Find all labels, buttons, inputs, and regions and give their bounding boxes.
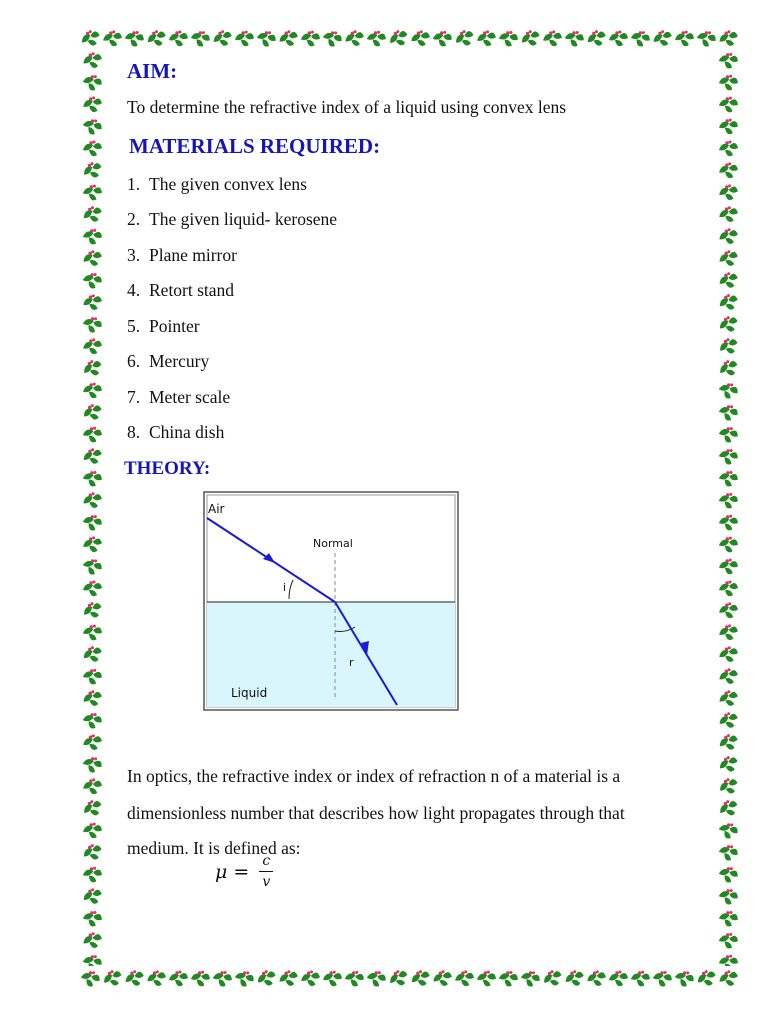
holly-border-top bbox=[78, 24, 742, 52]
formula-fraction bbox=[259, 853, 273, 890]
formula-numerator: c bbox=[262, 853, 271, 869]
list-item bbox=[127, 351, 209, 372]
holly-sprig-icon bbox=[278, 969, 299, 988]
holly-sprig-icon bbox=[255, 968, 278, 988]
holly-sprig-icon bbox=[146, 969, 167, 987]
holly-sprig-icon bbox=[585, 28, 607, 48]
holly-sprig-icon bbox=[145, 28, 167, 48]
holly-sprig-icon bbox=[718, 514, 739, 532]
holly-sprig-icon bbox=[82, 536, 102, 553]
aim-text: To determine the refractive index of a liquid using convex lens bbox=[127, 97, 567, 117]
list-item-label: China dish bbox=[149, 422, 225, 442]
list-item bbox=[127, 174, 307, 195]
holly-sprig-icon bbox=[83, 778, 103, 794]
holly-sprig-icon bbox=[82, 96, 102, 113]
holly-sprig-icon bbox=[719, 602, 739, 618]
holly-sprig-icon bbox=[432, 29, 453, 47]
theory-text-line: In optics, the refractive index or index of refraction n of a material is a bbox=[127, 765, 621, 786]
holly-sprig-icon bbox=[233, 968, 256, 989]
theory-text-line: medium. It is defined as: bbox=[127, 837, 301, 858]
holly-sprig-icon bbox=[235, 30, 255, 46]
holly-sprig-icon bbox=[82, 909, 103, 928]
holly-sprig-icon bbox=[82, 733, 103, 751]
holly-sprig-icon bbox=[718, 711, 740, 730]
list-item-number: 1. bbox=[127, 174, 141, 194]
holly-sprig-icon bbox=[718, 249, 739, 268]
holly-border-right bbox=[714, 48, 742, 966]
holly-sprig-icon bbox=[718, 96, 738, 113]
holly-sprig-icon bbox=[453, 28, 476, 49]
holly-sprig-icon bbox=[717, 447, 739, 466]
list-item bbox=[127, 209, 337, 230]
normal-label: Normal bbox=[313, 537, 353, 550]
holly-sprig-icon bbox=[718, 74, 739, 92]
refractive-index-formula bbox=[215, 853, 273, 890]
holly-sprig-icon bbox=[718, 624, 738, 641]
holly-sprig-icon bbox=[82, 184, 102, 201]
holly-sprig-icon bbox=[82, 447, 104, 466]
holly-sprig-icon bbox=[717, 402, 740, 422]
holly-sprig-icon bbox=[83, 581, 102, 597]
holly-sprig-icon bbox=[519, 968, 542, 988]
holly-sprig-icon bbox=[300, 30, 320, 47]
refraction-diagram bbox=[203, 491, 459, 711]
holly-sprig-icon bbox=[717, 314, 740, 334]
holly-sprig-icon bbox=[81, 271, 103, 290]
holly-sprig-icon bbox=[387, 28, 410, 49]
holly-sprig-icon bbox=[455, 970, 475, 986]
holly-sprig-icon bbox=[82, 469, 103, 488]
list-item-label: The given liquid- kerosene bbox=[149, 209, 338, 229]
holly-sprig-icon bbox=[82, 931, 103, 949]
holly-sprig-icon bbox=[498, 969, 519, 988]
holly-sprig-icon bbox=[717, 842, 740, 862]
holly-sprig-icon bbox=[81, 798, 104, 819]
holly-sprig-icon bbox=[717, 358, 740, 379]
holly-sprig-icon bbox=[81, 754, 104, 774]
holly-sprig-icon bbox=[476, 970, 496, 987]
holly-sprig-icon bbox=[719, 558, 739, 574]
materials-heading: MATERIALS REQUIRED: bbox=[129, 134, 381, 158]
holly-sprig-icon bbox=[79, 968, 102, 988]
holly-sprig-icon bbox=[82, 624, 102, 641]
list-item-number: 6. bbox=[127, 351, 141, 371]
holly-sprig-icon bbox=[675, 30, 695, 46]
holly-sprig-icon bbox=[124, 969, 146, 988]
holly-sprig-icon bbox=[719, 581, 738, 597]
list-item-label: Meter scale bbox=[149, 387, 231, 407]
holly-sprig-icon bbox=[717, 887, 739, 906]
holly-sprig-icon bbox=[83, 338, 103, 354]
holly-sprig-icon bbox=[718, 51, 739, 69]
holly-sprig-icon bbox=[83, 141, 102, 157]
holly-sprig-icon bbox=[718, 969, 739, 988]
holly-sprig-icon bbox=[409, 968, 431, 988]
holly-sprig-icon bbox=[169, 971, 188, 987]
list-item-number: 4. bbox=[127, 280, 141, 300]
holly-sprig-icon bbox=[278, 29, 299, 48]
holly-sprig-icon bbox=[387, 968, 410, 989]
holly-sprig-icon bbox=[366, 30, 387, 48]
list-item bbox=[127, 387, 230, 408]
holly-sprig-icon bbox=[476, 30, 496, 47]
holly-sprig-icon bbox=[718, 536, 738, 553]
holly-sprig-icon bbox=[718, 469, 739, 488]
holly-sprig-icon bbox=[717, 336, 740, 357]
holly-sprig-icon bbox=[717, 798, 740, 819]
holly-sprig-icon bbox=[81, 204, 103, 224]
list-item-label: Retort stand bbox=[149, 280, 235, 300]
holly-sprig-icon bbox=[718, 689, 739, 708]
holly-sprig-icon bbox=[630, 970, 651, 988]
holly-sprig-icon bbox=[103, 30, 123, 46]
holly-sprig-icon bbox=[344, 29, 365, 47]
holly-sprig-icon bbox=[323, 970, 343, 986]
holly-sprig-icon bbox=[717, 865, 739, 885]
holly-sprig-icon bbox=[123, 29, 145, 48]
list-item bbox=[127, 316, 200, 337]
holly-sprig-icon bbox=[82, 227, 103, 245]
holly-sprig-icon bbox=[718, 184, 738, 201]
list-item bbox=[127, 280, 234, 301]
holly-sprig-icon bbox=[718, 491, 739, 509]
holly-sprig-icon bbox=[82, 667, 103, 685]
holly-sprig-icon bbox=[609, 971, 628, 987]
list-item-number: 3. bbox=[127, 245, 141, 265]
holly-sprig-icon bbox=[543, 30, 563, 46]
holly-sprig-icon bbox=[717, 776, 740, 797]
holly-sprig-icon bbox=[81, 116, 104, 137]
holly-sprig-icon bbox=[81, 73, 103, 93]
list-item-number: 2. bbox=[127, 209, 141, 229]
holly-sprig-icon bbox=[718, 645, 739, 663]
holly-sprig-icon bbox=[81, 556, 104, 577]
holly-sprig-icon bbox=[365, 969, 387, 989]
holly-sprig-icon bbox=[564, 969, 586, 988]
holly-sprig-icon bbox=[83, 382, 103, 398]
holly-sprig-icon bbox=[81, 842, 104, 862]
holly-sprig-icon bbox=[718, 667, 739, 685]
holly-sprig-icon bbox=[586, 969, 607, 987]
aim-heading: AIM: bbox=[127, 59, 178, 83]
holly-border-left bbox=[78, 48, 106, 966]
holly-sprig-icon bbox=[81, 402, 104, 422]
fraction-bar bbox=[259, 871, 273, 872]
holly-sprig-icon bbox=[563, 29, 585, 48]
list-item-label: Mercury bbox=[149, 351, 210, 371]
holly-sprig-icon bbox=[300, 970, 320, 987]
list-item-number: 8. bbox=[127, 422, 141, 442]
holly-sprig-icon bbox=[718, 29, 739, 48]
holly-sprig-icon bbox=[82, 866, 103, 884]
holly-sprig-icon bbox=[432, 969, 453, 987]
holly-sprig-icon bbox=[169, 31, 188, 47]
list-item-label: Pointer bbox=[149, 316, 200, 336]
holly-sprig-icon bbox=[719, 162, 739, 178]
holly-sprig-icon bbox=[717, 292, 739, 312]
holly-sprig-icon bbox=[718, 205, 739, 223]
holly-sprig-icon bbox=[718, 271, 740, 290]
holly-sprig-icon bbox=[541, 968, 564, 989]
holly-sprig-icon bbox=[344, 969, 365, 987]
holly-sprig-icon bbox=[717, 425, 739, 445]
holly-sprig-icon bbox=[719, 118, 739, 134]
holly-sprig-icon bbox=[673, 968, 696, 989]
holly-sprig-icon bbox=[717, 732, 739, 752]
holly-sprig-icon bbox=[695, 968, 718, 988]
holly-sprig-icon bbox=[82, 491, 103, 509]
theory-text-line: dimensionless number that describes how light propagates through that bbox=[127, 802, 625, 823]
holly-sprig-icon bbox=[718, 909, 739, 928]
list-item-number: 7. bbox=[127, 387, 141, 407]
holly-sprig-icon bbox=[82, 689, 103, 708]
holly-sprig-icon bbox=[718, 954, 739, 966]
holly-sprig-icon bbox=[81, 953, 103, 966]
angle-i-label: i bbox=[283, 581, 287, 594]
holly-sprig-icon bbox=[189, 29, 211, 49]
holly-sprig-icon bbox=[82, 51, 103, 69]
holly-sprig-icon bbox=[81, 314, 104, 334]
holly-sprig-icon bbox=[629, 29, 651, 49]
list-item bbox=[127, 245, 237, 266]
formula-lhs: μ = bbox=[215, 860, 250, 883]
list-item-number: 5. bbox=[127, 316, 141, 336]
holly-sprig-icon bbox=[651, 969, 673, 988]
holly-sprig-icon bbox=[82, 293, 103, 311]
holly-sprig-icon bbox=[81, 358, 104, 379]
holly-sprig-icon bbox=[519, 28, 542, 48]
holly-sprig-icon bbox=[190, 970, 211, 988]
holly-sprig-icon bbox=[81, 160, 104, 181]
angle-r-label: r bbox=[349, 656, 354, 669]
holly-sprig-icon bbox=[255, 28, 278, 48]
formula-denominator: v bbox=[262, 874, 271, 890]
holly-sprig-icon bbox=[81, 644, 103, 664]
holly-sprig-icon bbox=[695, 28, 718, 48]
holly-sprig-icon bbox=[718, 227, 739, 245]
holly-sprig-icon bbox=[101, 968, 124, 989]
holly-sprig-icon bbox=[211, 969, 233, 988]
theory-heading: THEORY: bbox=[124, 458, 211, 479]
air-label: Air bbox=[208, 502, 225, 516]
holly-sprig-icon bbox=[82, 249, 103, 268]
holly-sprig-icon bbox=[718, 931, 739, 949]
holly-sprig-icon bbox=[81, 513, 103, 533]
list-item bbox=[127, 422, 224, 443]
holly-border-bottom bbox=[78, 964, 742, 992]
holly-sprig-icon bbox=[212, 29, 234, 48]
holly-sprig-icon bbox=[83, 822, 103, 838]
holly-sprig-icon bbox=[79, 28, 102, 48]
holly-sprig-icon bbox=[82, 426, 103, 444]
holly-sprig-icon bbox=[609, 31, 628, 47]
list-item-label: The given convex lens bbox=[149, 174, 307, 194]
holly-sprig-icon bbox=[81, 600, 104, 621]
holly-sprig-icon bbox=[498, 29, 519, 48]
holly-sprig-icon bbox=[410, 29, 431, 47]
holly-sprig-icon bbox=[321, 28, 344, 49]
holly-sprig-icon bbox=[82, 887, 104, 906]
holly-sprig-icon bbox=[717, 754, 740, 774]
holly-sprig-icon bbox=[717, 380, 740, 401]
list-item-label: Plane mirror bbox=[149, 245, 237, 265]
liquid-label: Liquid bbox=[231, 686, 268, 700]
holly-sprig-icon bbox=[652, 29, 674, 48]
holly-sprig-icon bbox=[717, 820, 740, 841]
holly-sprig-icon bbox=[81, 711, 103, 730]
holly-sprig-icon bbox=[719, 141, 738, 157]
